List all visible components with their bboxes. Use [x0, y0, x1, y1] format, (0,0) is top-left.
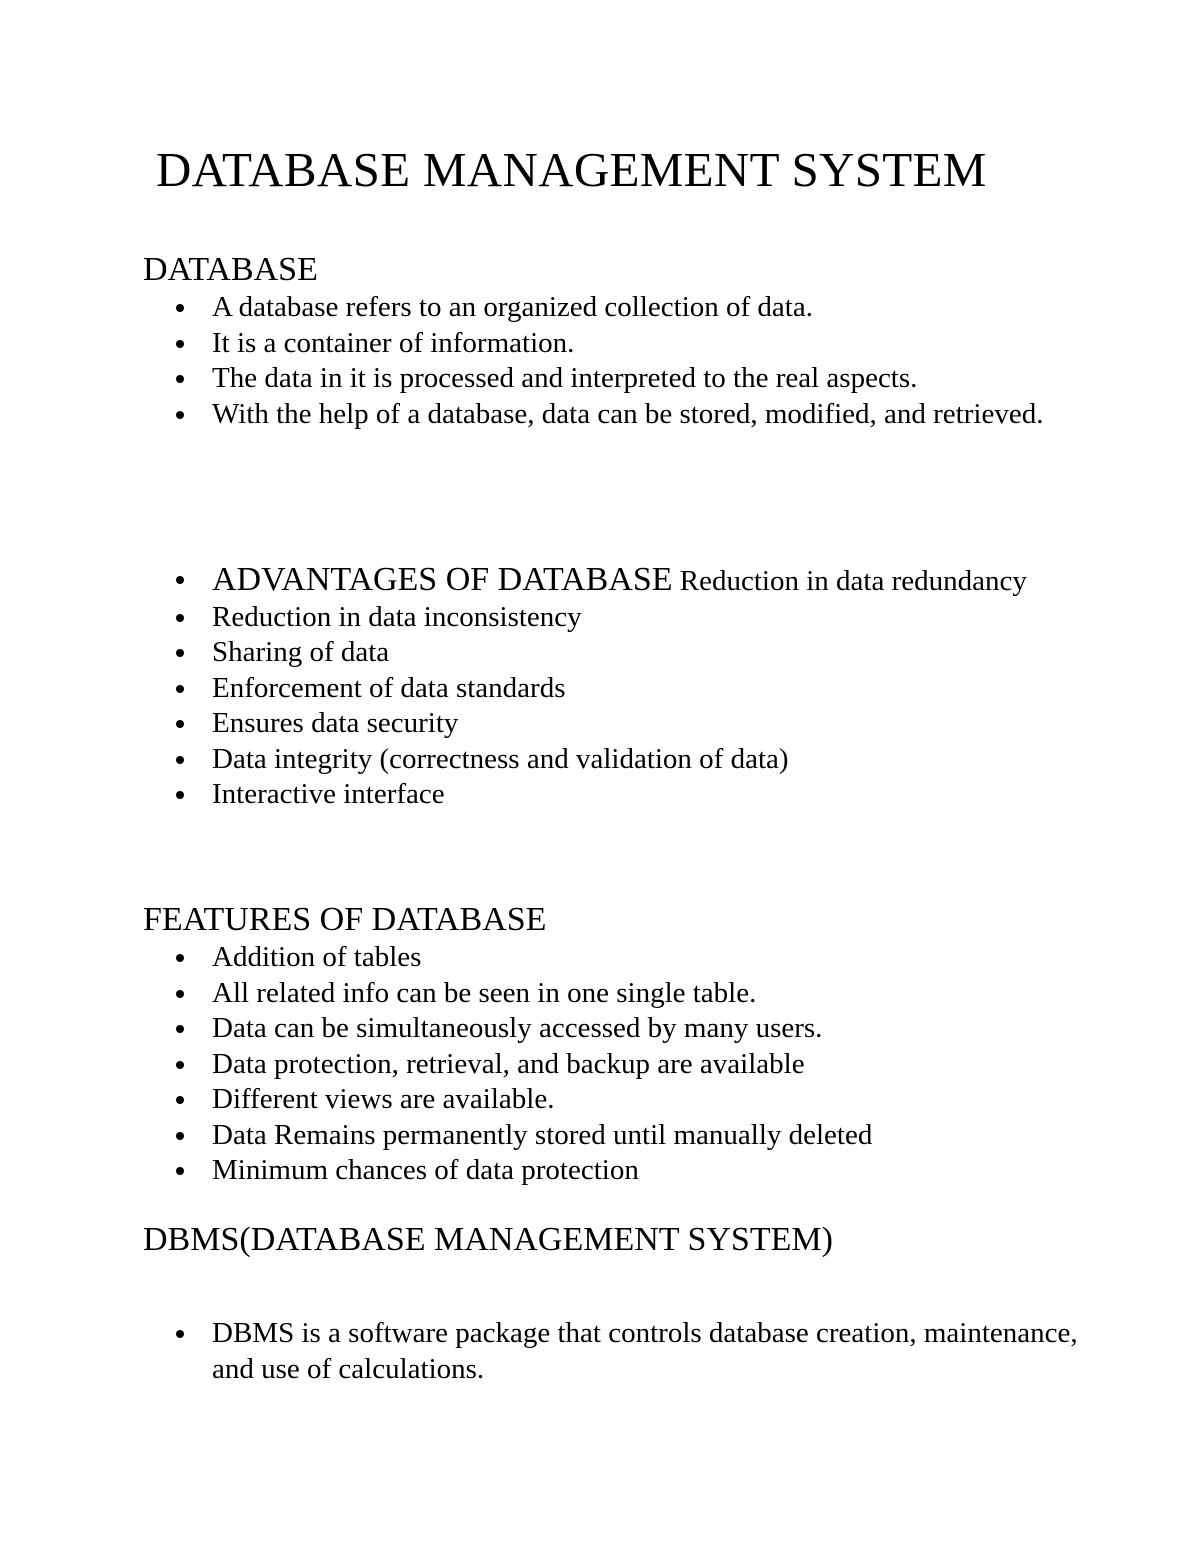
list-item-text: Reduction in data redundancy	[679, 565, 1027, 597]
bullet-icon	[176, 791, 184, 799]
bullet-icon	[176, 1061, 184, 1069]
list-item	[143, 976, 1103, 1012]
list-item	[143, 361, 1103, 397]
section-dbms	[143, 1220, 1103, 1387]
list-item-text: Data can be simultaneously accessed by many users.	[212, 1012, 823, 1044]
bullet-icon	[176, 375, 184, 383]
bullet-icon	[176, 1132, 184, 1140]
bullet-icon	[176, 990, 184, 998]
section-heading-database: DATABASE	[143, 251, 318, 288]
list-item-text: Addition of tables	[212, 941, 422, 973]
bullet-icon	[176, 954, 184, 962]
list-item-text: Reduction in data inconsistency	[212, 600, 582, 633]
bullet-icon	[176, 304, 184, 312]
list-item	[143, 1316, 1103, 1387]
bullet-icon	[176, 1330, 184, 1338]
list-item	[143, 1011, 1103, 1047]
list-item-text: Different views are available.	[212, 1083, 555, 1115]
list-item-text: Sharing of data	[212, 636, 390, 668]
list-item	[143, 635, 1103, 671]
bullet-icon	[176, 720, 184, 728]
list-item-text: The data in it is processed and interpreted to the real aspects.	[212, 362, 918, 394]
bullet-icon	[176, 411, 184, 419]
section-database	[143, 250, 1103, 432]
section-heading-features: FEATURES OF DATABASE	[143, 901, 547, 938]
list-item	[143, 562, 1103, 600]
list-item-text: Enforcement of data standards	[212, 671, 566, 704]
list-item	[143, 706, 1103, 742]
list-item-text: Data protection, retrieval, and backup are available	[212, 1047, 805, 1080]
bullet-list-features	[143, 940, 1103, 1189]
list-item	[143, 671, 1103, 707]
bullet-icon	[176, 576, 184, 584]
list-item-text: All related info can be seen in one single table.	[212, 976, 757, 1009]
list-item-text: Interactive interface	[212, 778, 445, 810]
section-heading-advantages: ADVANTAGES OF DATABASE	[212, 561, 673, 598]
list-item-text: Ensures data security	[212, 707, 459, 739]
list-item	[143, 1118, 1103, 1154]
list-item	[143, 777, 1103, 813]
list-item	[143, 1082, 1103, 1118]
bullet-icon	[176, 1025, 184, 1033]
list-item	[143, 326, 1103, 362]
list-item-text: Data Remains permanently stored until manually deleted	[212, 1118, 873, 1151]
bullet-icon	[176, 649, 184, 657]
list-item	[143, 940, 1103, 976]
section-advantages	[143, 562, 1103, 813]
page-title: DATABASE MANAGEMENT SYSTEM	[156, 142, 987, 197]
bullet-list-advantages	[143, 562, 1103, 813]
bullet-icon	[176, 1167, 184, 1175]
list-item-text: DBMS is a software package that controls database creation, maintenance, and use of calculations.	[212, 1317, 1078, 1385]
bullet-icon	[176, 340, 184, 348]
list-item-text: With the help of a database, data can be stored, modified, and retrieved.	[212, 397, 1044, 430]
list-item-text: Data integrity (correctness and validation of data)	[212, 742, 789, 775]
bullet-icon	[176, 614, 184, 622]
list-item	[143, 1047, 1103, 1083]
bullet-list-database	[143, 290, 1103, 432]
list-item	[143, 397, 1103, 433]
bullet-icon	[176, 685, 184, 693]
list-item	[143, 600, 1103, 636]
list-item	[143, 1153, 1103, 1189]
list-item	[143, 290, 1103, 326]
list-item-text: It is a container of information.	[212, 326, 575, 359]
list-item-text: A database refers to an organized collection of data.	[212, 291, 813, 323]
list-item	[143, 742, 1103, 778]
section-features	[143, 900, 1103, 1189]
bullet-list-dbms	[143, 1316, 1103, 1387]
list-item-text: Minimum chances of data protection	[212, 1154, 639, 1186]
bullet-icon	[176, 756, 184, 764]
bullet-icon	[176, 1096, 184, 1104]
section-heading-dbms: DBMS(DATABASE MANAGEMENT SYSTEM)	[143, 1221, 833, 1258]
